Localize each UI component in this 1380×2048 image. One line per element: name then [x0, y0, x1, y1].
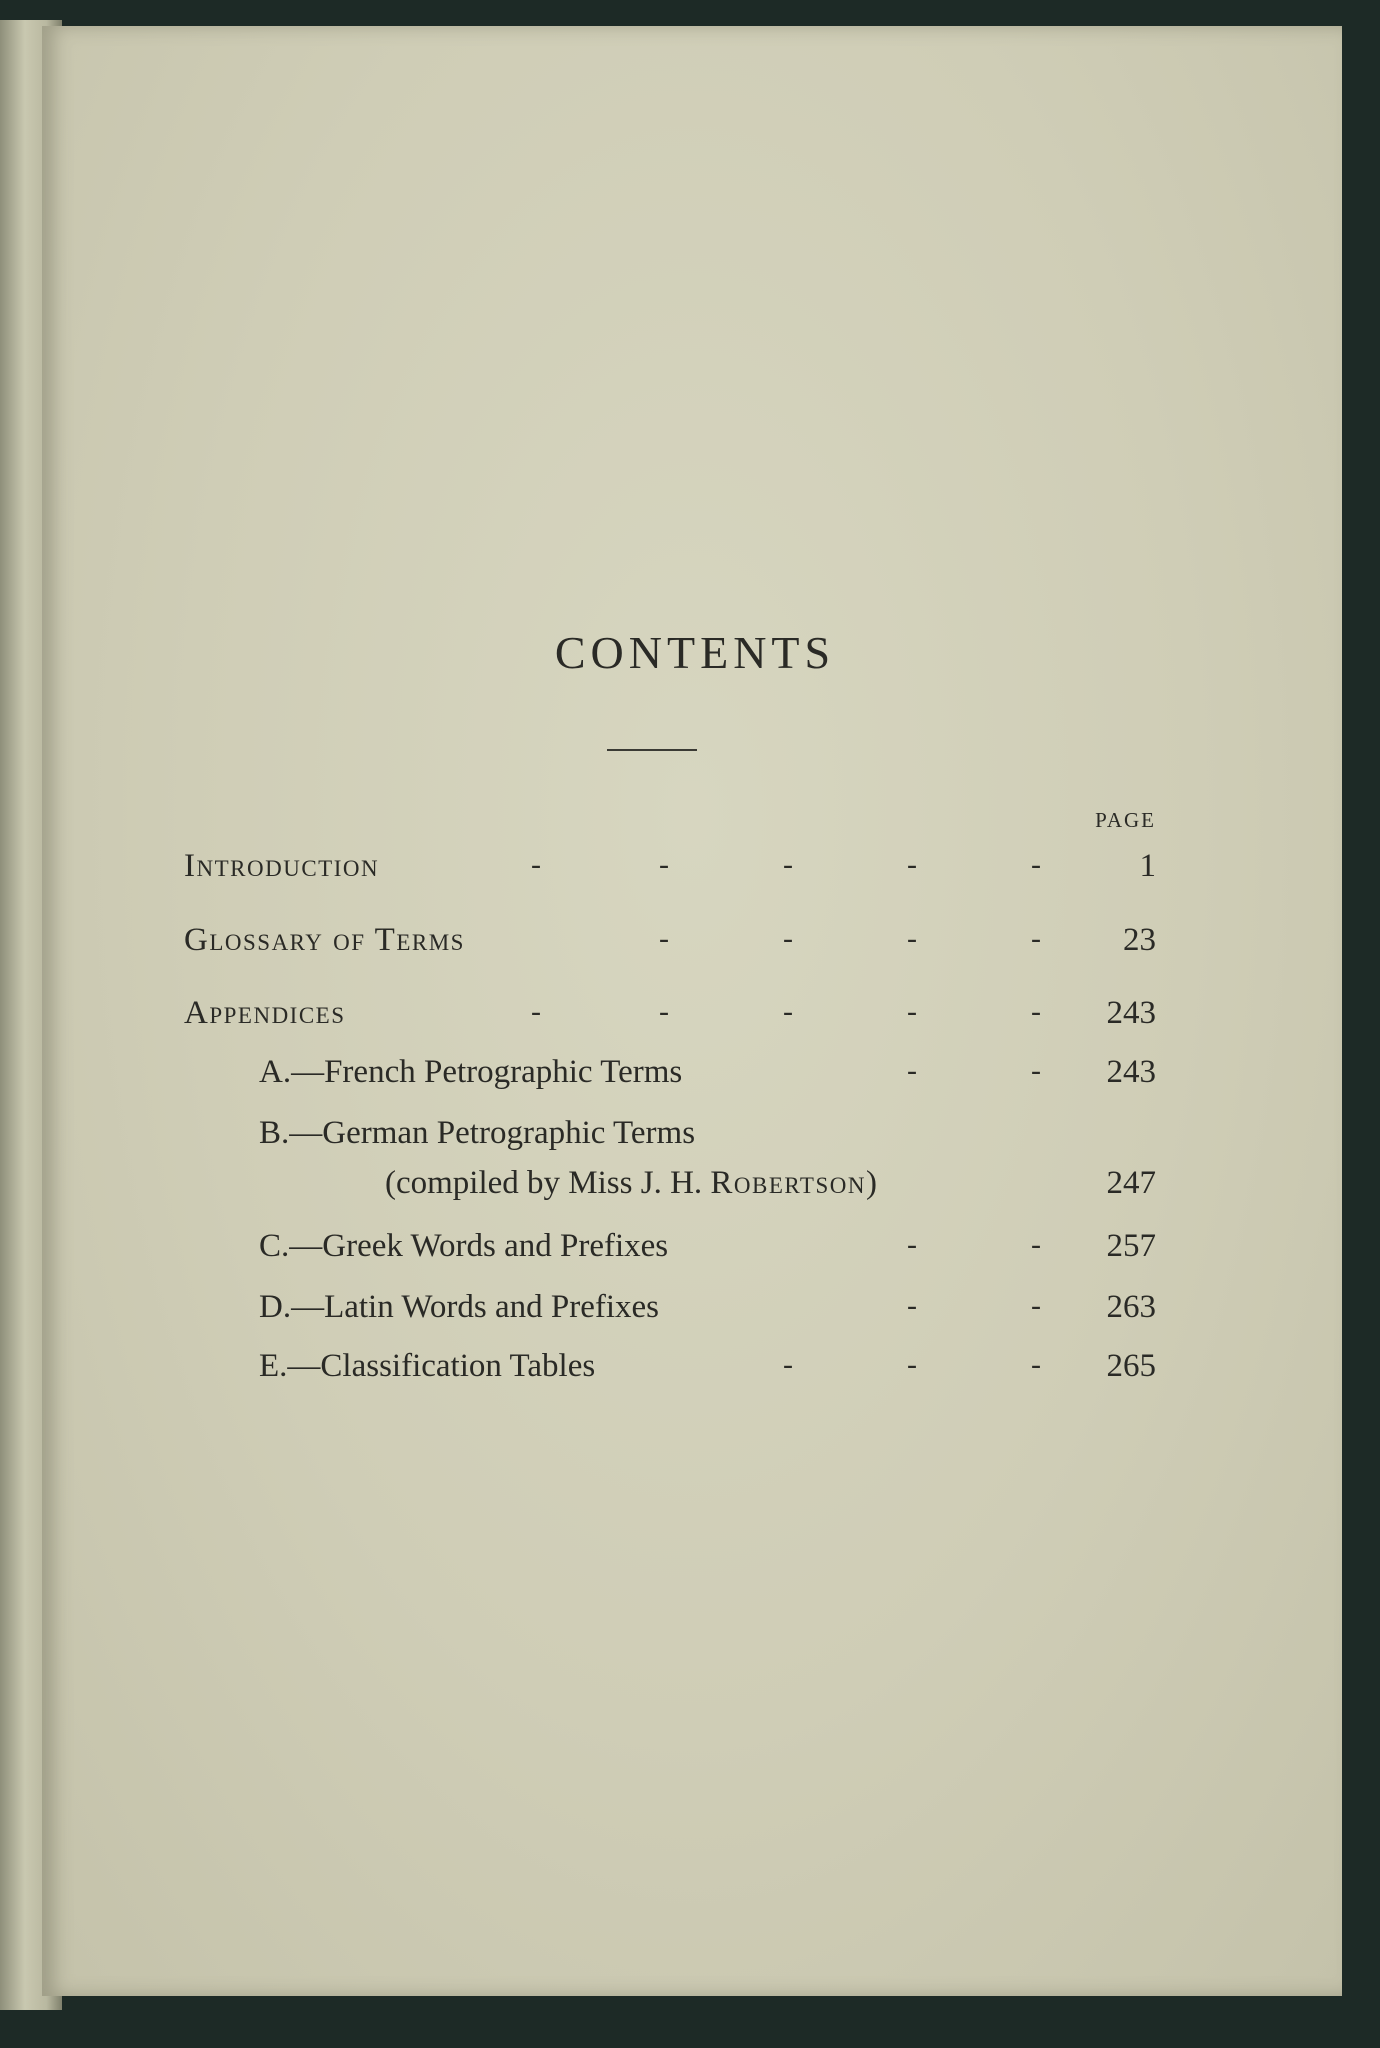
toc-entry-page: 243	[1106, 995, 1156, 1031]
toc-appendix-d[interactable]	[42, 1291, 1156, 1331]
leader-dash: -	[659, 922, 669, 955]
leader-dash: -	[783, 995, 793, 1028]
leader-dash: -	[907, 995, 917, 1028]
leader-dash: -	[1031, 848, 1041, 881]
leader-dash: -	[1031, 1228, 1041, 1261]
title-rule	[607, 749, 697, 751]
leader-dash: -	[783, 1348, 793, 1381]
toc-appendix-b[interactable]	[42, 1117, 1156, 1157]
toc-entry-page: 257	[1106, 1228, 1156, 1264]
toc-entry-title: Glossary of Terms	[184, 922, 465, 958]
leader-dash: -	[659, 848, 669, 881]
toc-entry-title: C.—Greek Words and Prefixes	[259, 1228, 669, 1264]
toc-entry-introduction[interactable]	[42, 850, 1156, 890]
toc-entry-page: 1	[1139, 848, 1156, 884]
toc-entry-page: 23	[1123, 922, 1156, 958]
toc-entry-page: 247	[1106, 1165, 1156, 1201]
toc-entry-page: 263	[1106, 1289, 1156, 1325]
toc-entry-appendices[interactable]	[42, 997, 1156, 1037]
leader-dash: -	[1031, 1348, 1041, 1381]
leader-dash: -	[907, 1054, 917, 1087]
toc-entry-page: 243	[1106, 1054, 1156, 1090]
leader-dash: -	[907, 922, 917, 955]
toc-appendix-e[interactable]	[42, 1350, 1156, 1390]
leader-dash: -	[783, 848, 793, 881]
leader-dash: -	[1031, 1054, 1041, 1087]
toc-appendix-b-subtitle[interactable]	[42, 1167, 1156, 1207]
toc-appendix-c[interactable]	[42, 1230, 1156, 1270]
toc-entry-glossary[interactable]	[42, 924, 1156, 964]
leader-dash: -	[1031, 995, 1041, 1028]
toc-entry-title: E.—Classification Tables	[259, 1348, 596, 1384]
leader-dash: -	[1031, 1289, 1041, 1322]
leader-dash: -	[907, 1228, 917, 1261]
toc-entry-title: B.—German Petrographic Terms	[259, 1115, 696, 1151]
toc-entry-page: 265	[1106, 1348, 1156, 1384]
toc-entry-title: A.—French Petrographic Terms	[259, 1054, 683, 1090]
leader-dash: -	[907, 1289, 917, 1322]
toc-entry-title: Appendices	[184, 995, 346, 1031]
leader-dash: -	[907, 848, 917, 881]
leader-dash: -	[1031, 922, 1041, 955]
book-page	[42, 26, 1342, 1996]
leader-dash: -	[531, 995, 541, 1028]
toc-entry-title: D.—Latin Words and Prefixes	[259, 1289, 659, 1325]
leader-dash: -	[531, 848, 541, 881]
leader-dash: -	[659, 995, 669, 1028]
page-column-header: PAGE	[1095, 808, 1156, 832]
toc-entry-subtitle: (compiled by Miss J. H. Robertson)	[385, 1165, 877, 1201]
page-title: CONTENTS	[554, 627, 836, 678]
toc-appendix-a[interactable]	[42, 1056, 1156, 1096]
toc-entry-title: Introduction	[184, 848, 380, 884]
leader-dash: -	[907, 1348, 917, 1381]
leader-dash: -	[783, 922, 793, 955]
